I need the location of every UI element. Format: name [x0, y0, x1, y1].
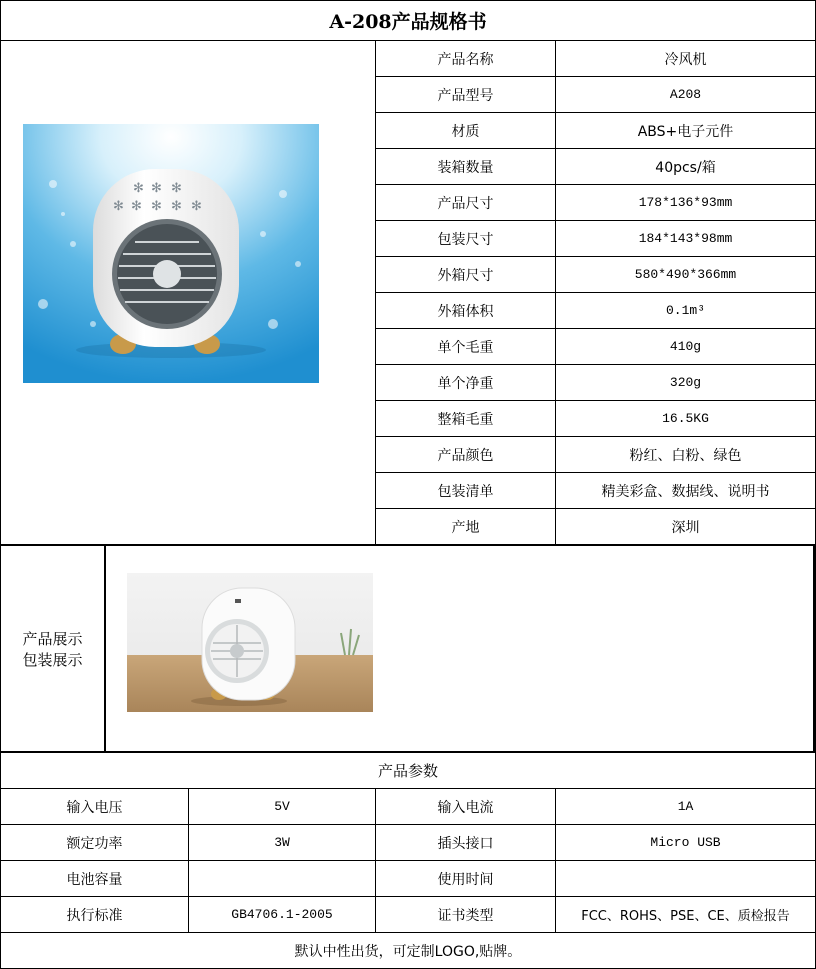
col-line: [104, 544, 106, 753]
spec-value: 410g: [669, 339, 702, 354]
spec-value: 0.1m³: [665, 303, 705, 318]
package-photo: [127, 573, 373, 712]
svg-text:✻: ✻: [131, 199, 142, 214]
svg-text:✻: ✻: [151, 199, 162, 214]
param-value: [189, 861, 375, 896]
param-value: FCC、ROHS、PSE、CE、质检报告: [581, 909, 790, 924]
display-label: [1, 546, 104, 751]
svg-text:✻: ✻: [171, 181, 182, 196]
param-value: Micro USB: [650, 835, 721, 850]
spec-label: 产品尺寸: [437, 195, 494, 212]
param-value: 1A: [677, 799, 694, 814]
svg-text:✻: ✻: [133, 181, 144, 196]
param-value: [556, 861, 815, 896]
product-photo: [23, 124, 319, 383]
spec-value: 深圳: [671, 519, 700, 536]
spec-value: 精美彩盒、数据线、说明书: [601, 483, 770, 500]
svg-text:✻: ✻: [113, 199, 124, 214]
spec-label: 装箱数量: [437, 159, 494, 176]
spec-value: 40pcs/箱: [655, 159, 716, 176]
cooler-fan-scene-image: [127, 573, 373, 712]
row-line: [0, 544, 816, 546]
cooler-fan-image: [23, 124, 319, 383]
spec-label: 产品名称: [437, 51, 494, 68]
param-label: 使用时间: [437, 871, 494, 888]
spec-label: 材质: [451, 123, 480, 140]
spec-value: 178*136*93mm: [638, 195, 733, 210]
spec-label: 单个净重: [437, 375, 494, 392]
col-line: [813, 544, 815, 753]
spec-value: 184*143*98mm: [638, 231, 733, 246]
spec-value: 粉红、白粉、绿色: [629, 447, 742, 464]
spec-label: 整箱毛重: [437, 411, 494, 428]
svg-text:✻: ✻: [171, 199, 182, 214]
spec-label: 单个毛重: [437, 339, 494, 356]
param-label: 插头接口: [437, 835, 494, 852]
params-title: 产品参数: [377, 762, 438, 780]
display-label-line1: 产品展示: [22, 629, 83, 648]
param-label: 额定功率: [66, 835, 123, 852]
spec-label: 产品型号: [437, 87, 494, 104]
spec-value: A208: [669, 87, 702, 102]
spec-label: 外箱尺寸: [437, 267, 494, 284]
svg-text:✻: ✻: [191, 199, 202, 214]
spec-label: 产品颜色: [437, 447, 494, 464]
spec-label: 产地: [451, 519, 480, 536]
footer-note: 默认中性出货，可定制LOGO,贴牌。: [294, 943, 522, 960]
param-label: 电池容量: [66, 871, 123, 888]
spec-label: 包装尺寸: [437, 231, 494, 248]
spec-value: ABS+电子元件: [637, 123, 734, 140]
spec-value: 16.5KG: [662, 411, 709, 426]
spec-label: 包装清单: [437, 483, 494, 500]
param-label: 执行标准: [66, 907, 123, 924]
param-label: 证书类型: [437, 907, 494, 924]
sheet-title: A-208产品规格书: [329, 10, 487, 33]
param-value: GB4706.1-2005: [231, 907, 333, 922]
param-label: 输入电压: [66, 799, 123, 816]
param-value: 5V: [274, 799, 290, 814]
param-value: 3W: [274, 835, 290, 850]
border-top: [0, 0, 816, 1]
svg-text:✻: ✻: [151, 181, 162, 196]
param-label: 输入电流: [437, 799, 494, 816]
spec-value: 580*490*366mm: [634, 267, 737, 282]
spec-value: 冷风机: [664, 51, 707, 68]
spec-value: 320g: [669, 375, 702, 390]
display-label-line2: 包装展示: [22, 650, 83, 669]
spec-label: 外箱体积: [437, 303, 494, 320]
